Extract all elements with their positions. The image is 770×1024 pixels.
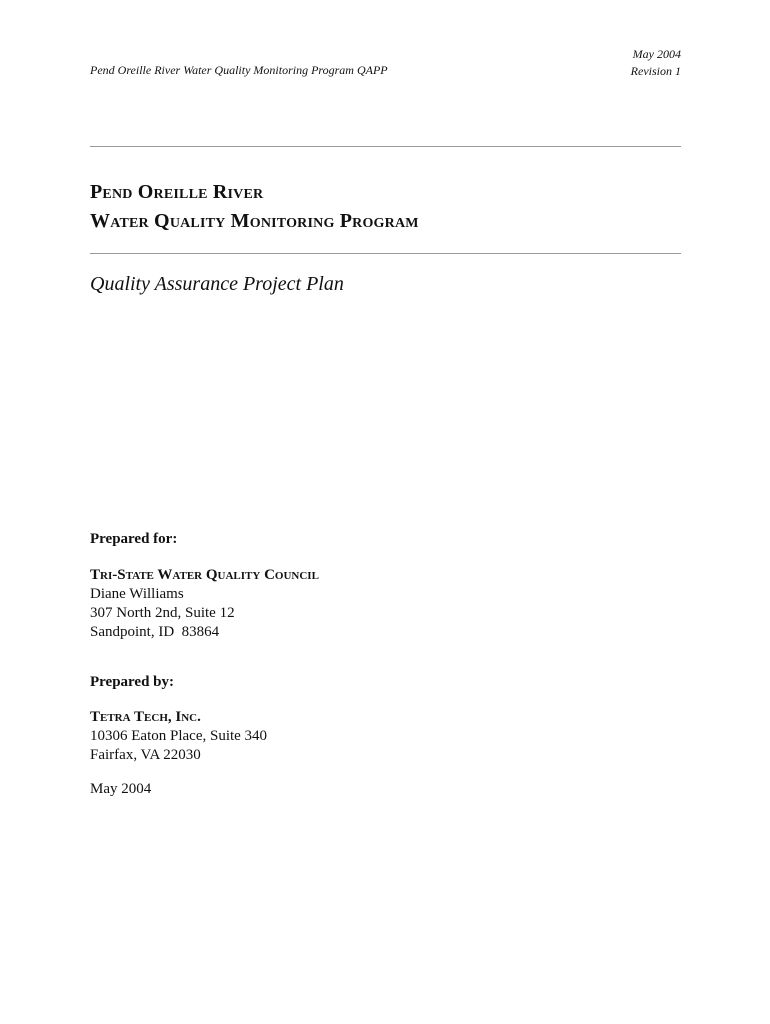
prepared-by-organization: Tetra Tech, Inc. bbox=[90, 709, 201, 725]
prepared-for-section bbox=[90, 530, 177, 549]
prepared-by-address-line-2: Fairfax, VA 22030 bbox=[90, 747, 201, 763]
top-divider bbox=[90, 146, 681, 147]
title-line-2: Water Quality Monitoring Program bbox=[90, 210, 419, 232]
title-line-1: Pend Oreille River bbox=[90, 181, 264, 203]
prepared-for-contact: Diane Williams bbox=[90, 586, 184, 602]
prepared-for-address-line-1: 307 North 2nd, Suite 12 bbox=[90, 605, 235, 621]
document-subtitle: Quality Assurance Project Plan bbox=[90, 273, 344, 295]
prepared-by-details bbox=[90, 708, 267, 765]
prepared-for-organization: Tri-State Water Quality Council bbox=[90, 567, 319, 583]
prepared-for-details bbox=[90, 566, 319, 642]
prepared-for-address-line-2: Sandpoint, ID 83864 bbox=[90, 624, 220, 640]
prepared-by-heading: Prepared by: bbox=[90, 674, 175, 690]
header-date: May 2004 bbox=[632, 47, 681, 61]
document-date: May 2004 bbox=[90, 781, 152, 797]
prepared-by-section bbox=[90, 673, 174, 692]
document-title bbox=[90, 178, 419, 236]
header-revision: Revision 1 bbox=[630, 64, 681, 78]
header-program-title: Pend Oreille River Water Quality Monitoring Program QAPP bbox=[90, 63, 388, 77]
prepared-for-heading: Prepared for: bbox=[90, 531, 178, 547]
prepared-by-address-line-1: 10306 Eaton Place, Suite 340 bbox=[90, 728, 268, 744]
title-divider bbox=[90, 253, 681, 254]
header-meta bbox=[631, 46, 681, 80]
